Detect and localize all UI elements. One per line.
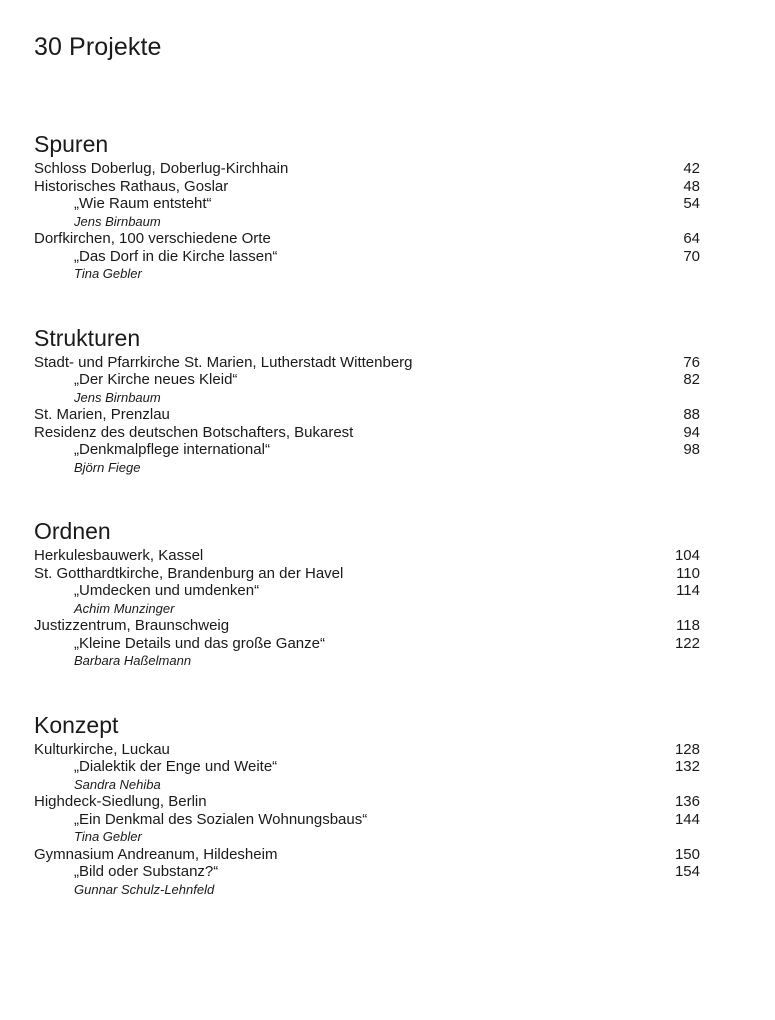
essay-entry (34, 195, 700, 213)
entry-title: „Dialektik der Enge und Weite“ (74, 758, 278, 775)
section-title: Konzept (34, 711, 119, 738)
essay-entry (34, 248, 700, 266)
project-entry (34, 547, 700, 565)
page-number: 136 (674, 793, 700, 810)
section-title: Spuren (34, 131, 109, 157)
page-number: 154 (674, 863, 700, 880)
essay-entry (34, 635, 700, 653)
entry-title: Historisches Rathaus, Goslar (34, 177, 229, 195)
project-entry (34, 406, 700, 424)
page-number: 122 (674, 634, 700, 652)
project-entry (34, 793, 700, 811)
entry-title: „Ein Denkmal des Sozialen Wohnungsbaus“ (74, 810, 368, 828)
project-entry (34, 230, 700, 248)
toc-section (34, 129, 700, 283)
entry-author: Jens Birnbaum (74, 389, 161, 405)
essay-entry (34, 582, 700, 600)
entry-title: „Denkmalpflege international“ (74, 441, 270, 458)
toc-page (34, 28, 700, 938)
page-number: 118 (676, 617, 700, 634)
entry-title: „Der Kirche neues Kleid“ (74, 371, 238, 388)
entry-title: Highdeck-Siedlung, Berlin (34, 793, 207, 810)
page-number: 54 (683, 195, 700, 212)
entry-author: Tina Gebler (74, 829, 142, 844)
essay-entry (34, 758, 700, 776)
page-number: 76 (683, 353, 700, 371)
essay-entry (34, 863, 700, 881)
entry-title: St. Marien, Prenzlau (34, 406, 170, 423)
project-entry (34, 741, 700, 759)
entry-author: Barbara Haßelmann (74, 653, 192, 668)
page-number: 114 (676, 582, 700, 599)
project-entry (34, 424, 700, 442)
page-number: 128 (674, 740, 700, 758)
project-entry (34, 160, 700, 178)
page-number: 88 (683, 406, 700, 423)
entry-title: Herkulesbauwerk, Kassel (34, 547, 204, 564)
entry-title: „Das Dorf in die Kirche lassen“ (74, 247, 278, 265)
essay-entry (34, 371, 700, 389)
entry-title: St. Gotthardtkirche, Brandenburg an der Havel (34, 564, 344, 582)
page-number: 104 (674, 547, 700, 564)
section-title: Ordnen (34, 518, 111, 544)
project-entry (34, 617, 700, 635)
project-entry (34, 846, 700, 864)
page-number: 144 (674, 810, 700, 828)
page-number: 150 (674, 845, 700, 863)
entry-title: „Wie Raum entsteht“ (74, 195, 212, 212)
essay-entry (34, 811, 700, 829)
project-entry (34, 354, 700, 372)
section-title: Strukturen (34, 324, 141, 351)
entry-title: Dorfkirchen, 100 verschiedene Orte (34, 230, 271, 247)
page-number: 98 (683, 441, 700, 458)
page-number: 132 (674, 758, 700, 775)
page-number: 94 (683, 423, 700, 441)
entry-title: „Umdecken und umdenken“ (74, 582, 260, 599)
project-entry (34, 565, 700, 583)
page-number: 48 (683, 177, 700, 195)
toc-sections (34, 129, 700, 898)
toc-section (34, 516, 700, 670)
entry-title: Stadt- und Pfarrkirche St. Marien, Lutherstadt Wittenberg (34, 353, 413, 371)
essay-entry (34, 441, 700, 459)
entry-author: Gunnar Schulz-Lehnfeld (74, 881, 215, 897)
entry-author: Tina Gebler (74, 266, 142, 281)
entry-title: Kulturkirche, Luckau (34, 740, 170, 758)
page-number: 82 (683, 371, 700, 388)
project-entry (34, 178, 700, 196)
toc-section (34, 323, 700, 477)
entry-title: Justizzentrum, Braunschweig (34, 617, 230, 634)
entry-title: „Kleine Details und das große Ganze“ (74, 634, 325, 652)
entry-title: Residenz des deutschen Botschafters, Bukarest (34, 423, 354, 441)
entry-title: Gymnasium Andreanum, Hildesheim (34, 845, 278, 863)
page-number: 42 (683, 160, 700, 177)
page-number: 110 (676, 564, 700, 582)
page-number: 64 (683, 230, 700, 247)
entry-author: Achim Munzinger (74, 600, 175, 616)
entry-title: „Bild oder Substanz?“ (74, 863, 219, 880)
entry-title: Schloss Doberlug, Doberlug-Kirchhain (34, 160, 289, 177)
entry-author: Jens Birnbaum (74, 213, 161, 229)
toc-section (34, 710, 700, 899)
entry-author: Björn Fiege (74, 459, 141, 475)
entry-author: Sandra Nehiba (74, 776, 161, 792)
page-title: 30 Projekte (34, 33, 162, 61)
page-number: 70 (683, 247, 700, 265)
